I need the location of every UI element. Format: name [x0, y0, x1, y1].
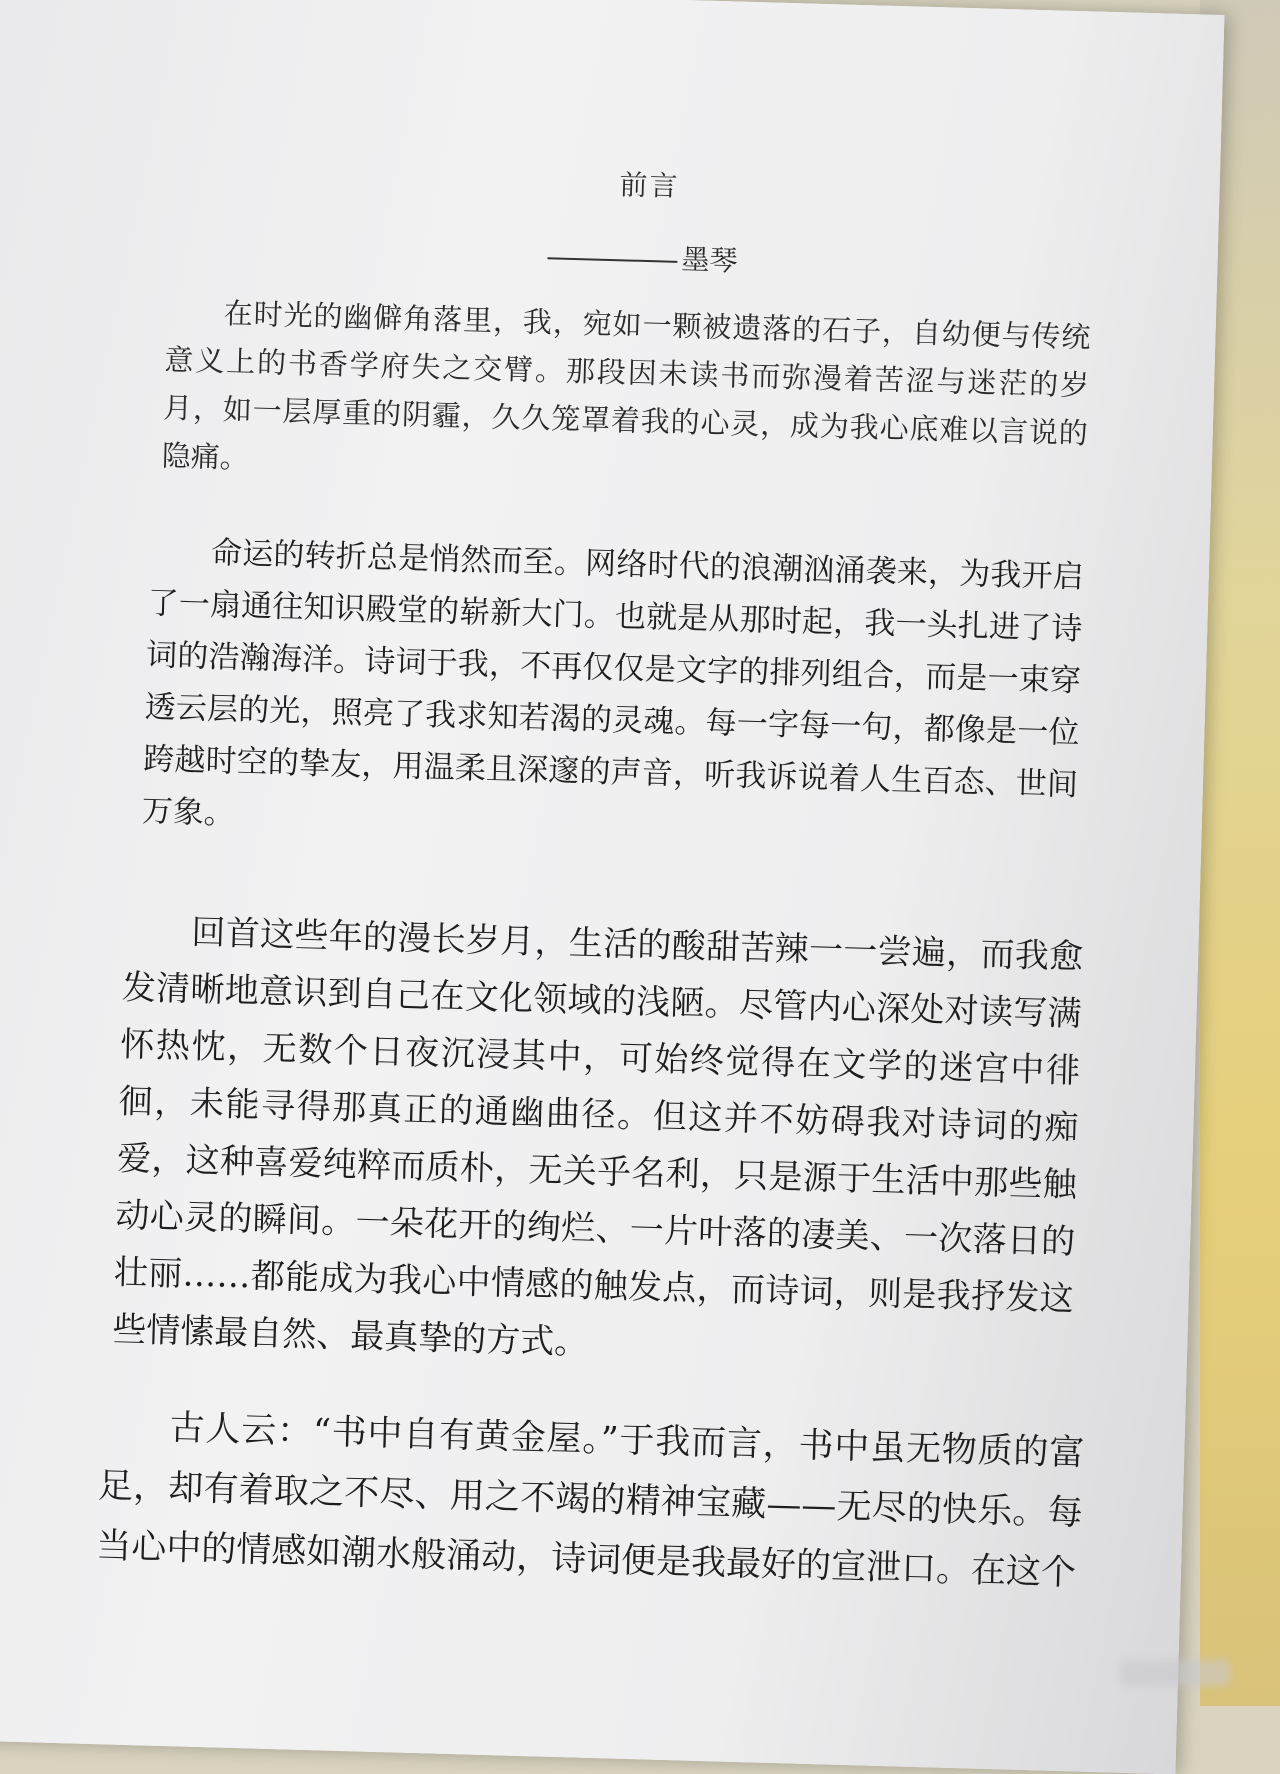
page-title: 前言 — [619, 168, 680, 203]
paragraph-4: 古人云：“书中自有黄金屋。”于我而言，书中虽无物质的富足，却有着取之不尽、用之不竭的精神宝藏——无尽的快乐。每当心中的情感如潮水般涌动，诗词便是我最好的宣泄口。在这个 — [95, 1408, 1085, 1594]
watermark — [1120, 1660, 1230, 1686]
byline-dash — [547, 257, 677, 263]
paragraph-1: 在时光的幽僻角落里，我，宛如一颗被遗落的石子，自幼便与传统意义上的书香学府失之交臂。那段因未读书而弥漫着苦涩与迷茫的岁月，如一层厚重的阴霾，久久笼罩着我的心灵，成为我心底难以言说的隐痛。 — [161, 296, 1091, 475]
paragraph-2: 命运的转折总是悄然而至。网络时代的浪潮汹涌袭来，为我开启了一扇通往知识殿堂的崭新大门。也就是从那时起，我一头扎进了诗词的浩瀚海洋。诗词于我，不再仅仅是文字的排列组合，而是一束穿透云层的光，照亮了我求知若渴的灵魂。每一字每一句，都像是一位跨越时空的挚友，用温柔且深邃的声音，听我诉说着人生百态、世间万象。 — [141, 534, 1085, 832]
author-byline — [547, 234, 738, 279]
paragraph-3: 回首这些年的漫长岁月，生活的酸甜苦辣一一尝遍，而我愈发清晰地意识到自己在文化领域的浅陋。尽管内心深处对读写满怀热忱，无数个日夜沉浸其中，可始终觉得在文学的迷宫中徘徊，未能寻得那真正的通幽曲径。但这并不妨碍我对诗词的痴爱，这种喜爱纯粹而质朴，无关乎名利，只是源于生活中那些触动心灵的瞬间。一朵花开的绚烂、一片叶落的凄美、一次落日的壮丽……都能成为我心中情感的触发点，而诗词，则是我抒发这些情愫最自然、最真挚的方式。 — [111, 912, 1084, 1363]
author-name: 墨琴 — [681, 242, 738, 278]
